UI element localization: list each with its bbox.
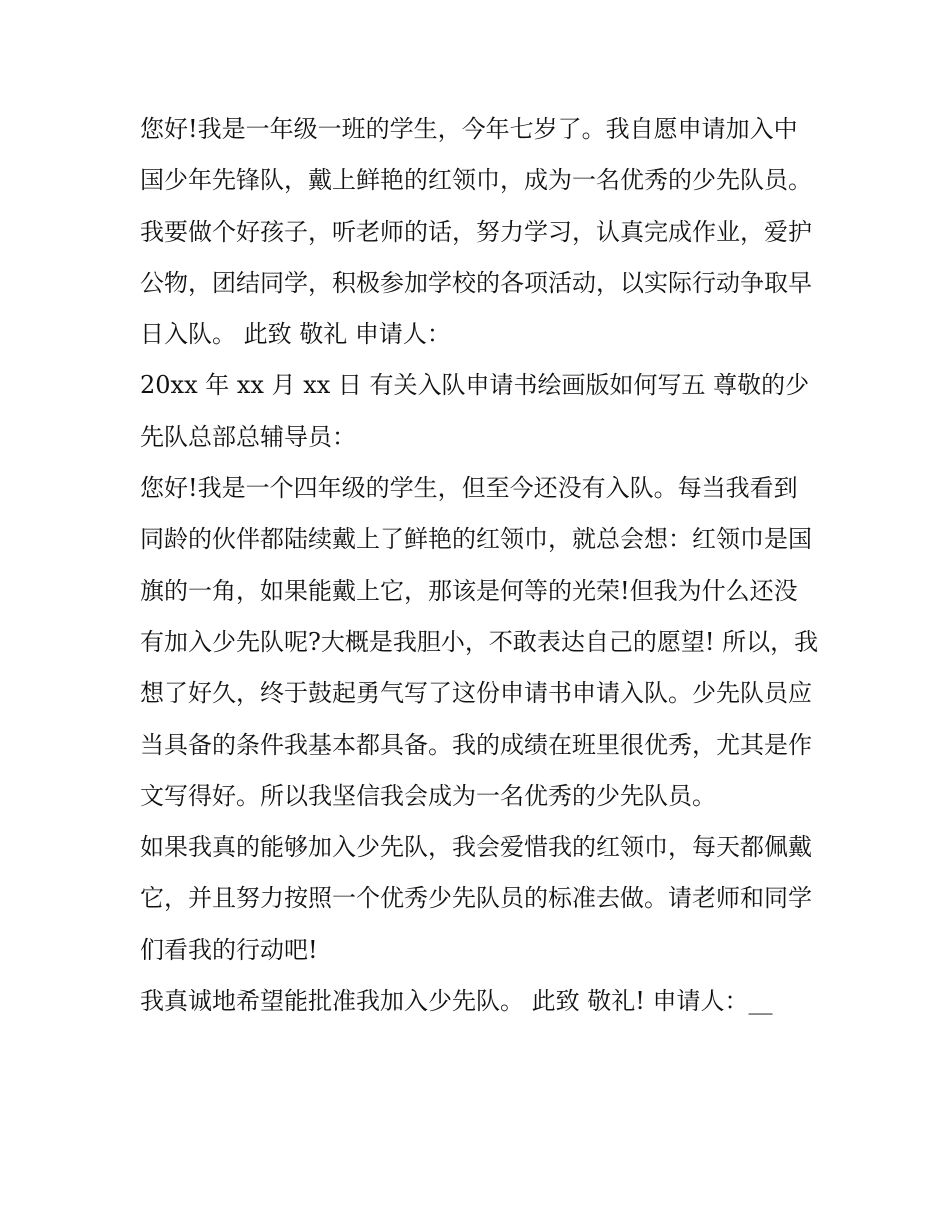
paragraph-4: 您好!我是一个四年级的学生，但至今还没有入队。每当我看到同龄的伙伴都陆续戴上了鲜艳的红领巾，就总会想：红领巾是国旗的一角，如果能戴上它，那该是何等的光荣!但我为什么还没有加入少先队呢?大概是我胆小，不敢表达自己的愿望! 所以，我想了好久，终于鼓起勇气写了这份申请书申请入队。少先队员应当具备的条件我基本都具备。我的成绩在班里很优秀，尤其是作文写得好。所以我坚信我会成为一名优秀的少先队员。	[140, 474, 819, 810]
paragraph-5: 如果我真的能够加入少先队，我会爱惜我的红领巾，每天都佩戴它，并且努力按照一个优秀少先队员的标准去做。请老师和同学们看我的行动吧!	[140, 833, 812, 964]
paragraph-2: 我要做个好孩子，听老师的话，努力学习，认真完成作业，爱护公物，团结同学，积极参加学校的各项活动，以实际行动争取早日入队。 此致 敬礼 申请人：	[140, 217, 812, 349]
paragraph-6: 我真诚地希望能批准我加入少先队。 此致 敬礼! 申请人：__	[140, 987, 773, 1016]
paragraph-3: 20xx 年 xx 月 xx 日 有关入队申请书绘画版如何写五 尊敬的少先队总部总辅导员：	[140, 371, 810, 451]
document-body	[140, 104, 820, 1027]
paragraph-1: 您好!我是一年级一班的学生，今年七岁了。我自愿申请加入中国少年先锋队，戴上鲜艳的红领巾，成为一名优秀的少先队员。	[140, 115, 812, 195]
